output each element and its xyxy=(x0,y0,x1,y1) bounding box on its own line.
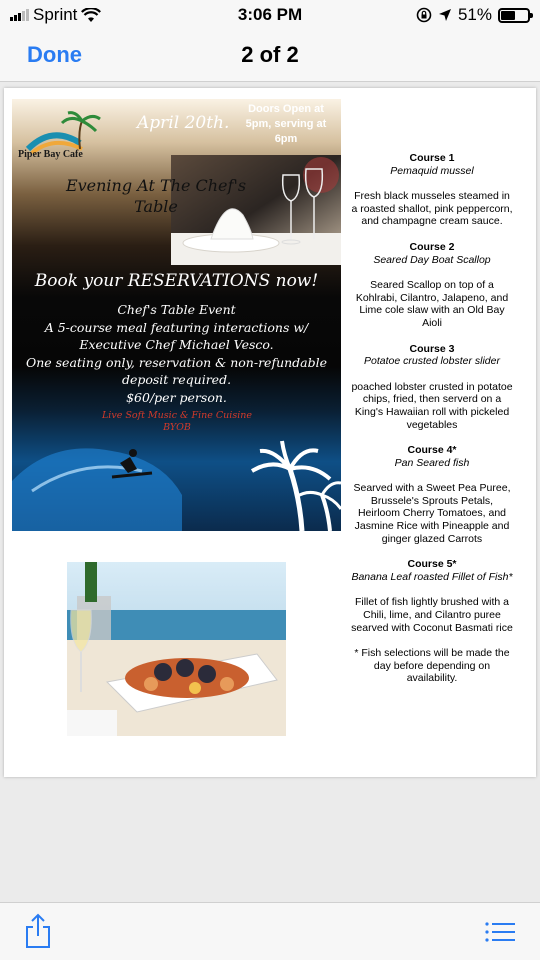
battery-fill xyxy=(501,11,515,20)
course-3 xyxy=(350,343,514,432)
course-description: Searved with a Sweet Pea Puree, Brussele's Sprouts Petals, Heirloom Cherry Tomatoes, and Jasmine Rice with Pineapple and ginger glazed Carrots xyxy=(353,482,511,545)
course-dish-name: Seared Day Boat Scallop xyxy=(373,253,491,266)
done-button[interactable]: Done xyxy=(27,42,82,67)
piper-bay-cafe-logo xyxy=(22,109,102,171)
course-description: Fillet of fish lightly brushed with a Chili, lime, and Cilantro puree searved with Coconut Basmati rice xyxy=(351,596,513,634)
carrier-label: Sprint xyxy=(33,5,78,24)
course-5 xyxy=(350,558,514,634)
course-title: Course 1 xyxy=(409,152,455,164)
page-indicator: 2 of 2 xyxy=(241,42,299,67)
course-1 xyxy=(350,152,514,228)
battery-icon xyxy=(498,8,530,23)
list-icon[interactable] xyxy=(485,921,515,943)
doors-open-text: Doors Open at 5pm, serving at 6pm xyxy=(245,103,327,145)
course-description: Seared Scallop on top of a Kohlrabi, Cilantro, Jalapeno, and Lime cole slaw with an Old Bay Aioli xyxy=(355,279,509,329)
event-line: Chef's Table Event xyxy=(117,302,236,317)
battery-percent: 51% xyxy=(457,5,492,24)
event-line: $60/per person. xyxy=(126,389,227,405)
event-details xyxy=(18,301,335,406)
status-bar xyxy=(0,0,540,30)
course-title: Course 4* xyxy=(407,444,457,457)
event-line: deposit required. xyxy=(121,372,232,387)
logo-text: Piper Bay Cafe xyxy=(18,149,83,160)
course-title: Course 3 xyxy=(409,342,455,355)
course-description: Fresh black musseles steamed in a roasted shallot, pink peppercorn, and champagne cream sauce. xyxy=(351,190,513,228)
event-flyer-image xyxy=(12,99,341,531)
status-right xyxy=(416,5,530,25)
event-date: April 20th. xyxy=(137,113,230,133)
bottom-toolbar xyxy=(0,902,540,960)
event-line: A 5-course meal featuring interactions w/ xyxy=(44,319,309,335)
live-music-text xyxy=(82,410,272,434)
orientation-lock-icon xyxy=(416,7,432,23)
evening-title: Evening At The Chef's Table xyxy=(65,176,247,216)
course-description: poached lobster crusted in potatoe chips, fried, then serverd on a King's Hawaiian roll with pickeled vegetables xyxy=(351,380,513,431)
fish-selection-footnote: * Fish selections will be made the day before depending on availability. xyxy=(354,647,510,685)
document-page xyxy=(4,88,536,777)
book-reservations-text: Book your RESERVATIONS now! xyxy=(34,271,319,291)
share-icon[interactable] xyxy=(24,913,52,949)
music-line: Live Soft Music & Fine Cuisine xyxy=(102,410,252,421)
course-dish-name: Pan Seared fish xyxy=(394,456,470,469)
course-dish-name: Banana Leaf roasted Fillet of Fish* xyxy=(351,570,513,583)
course-2 xyxy=(350,241,514,330)
course-4 xyxy=(350,444,514,545)
course-menu xyxy=(350,152,514,685)
status-time: 3:06 PM xyxy=(237,5,303,24)
course-dish-name: Pemaquid mussel xyxy=(390,164,474,177)
byob-line: BYOB xyxy=(163,422,191,433)
event-line: Executive Chef Michael Vesco. xyxy=(79,337,274,352)
course-dish-name: Potatoe crusted lobster slider xyxy=(364,355,500,368)
location-arrow-icon xyxy=(438,8,452,22)
navigation-bar xyxy=(0,30,540,82)
event-line: One seating only, reservation & non-refundable xyxy=(25,354,328,370)
seafood-platter-photo xyxy=(67,562,286,736)
course-title: Course 5* xyxy=(407,558,457,571)
course-title: Course 2 xyxy=(409,240,455,253)
